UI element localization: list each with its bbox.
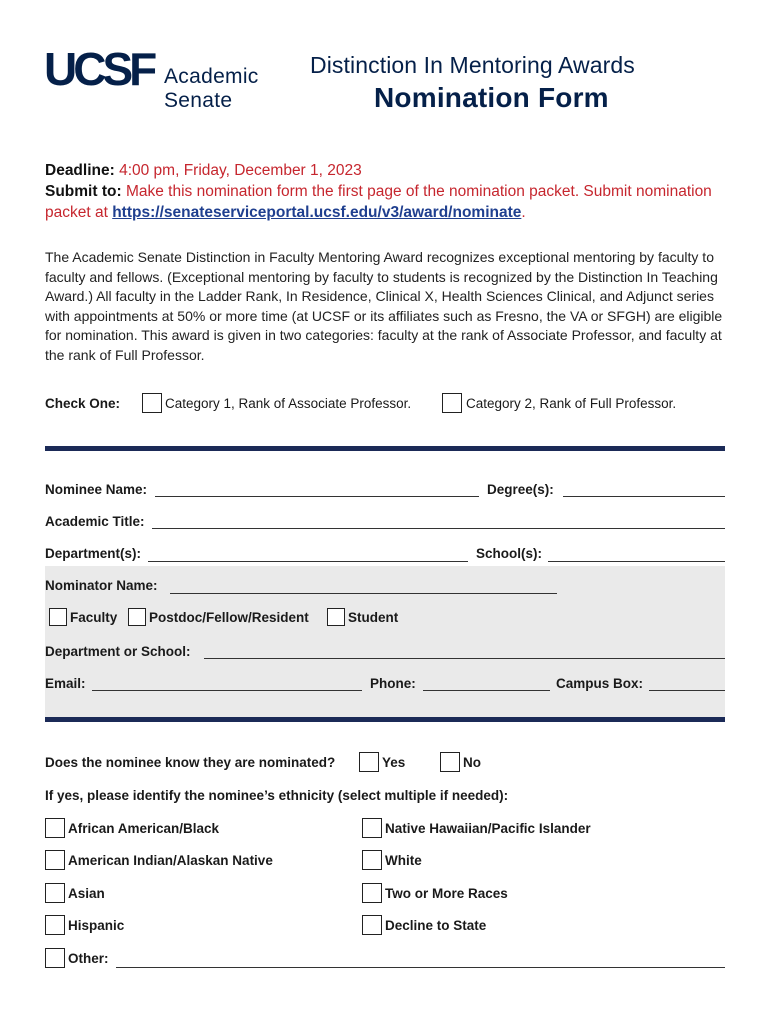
submit-period: . <box>521 204 526 221</box>
check-one-label: Check One: <box>45 396 121 411</box>
student-label: Student <box>348 609 399 625</box>
ethnicity-option[interactable] <box>45 883 105 903</box>
ethnicity-option[interactable] <box>45 818 219 838</box>
submit-link[interactable]: https://senateserviceportal.ucsf.edu/v3/award/nominate <box>112 204 522 221</box>
ethnicity-option[interactable] <box>362 915 486 935</box>
postdoc-checkbox[interactable] <box>128 608 146 626</box>
ethnicity-label: Asian <box>68 885 105 901</box>
degrees-field[interactable] <box>563 496 725 497</box>
yes-label: Yes <box>382 754 406 770</box>
role-postdoc-option[interactable] <box>128 608 309 626</box>
knows-no-option[interactable] <box>440 752 481 772</box>
role-faculty-option[interactable] <box>49 608 117 626</box>
faculty-label: Faculty <box>70 609 118 625</box>
ethnicity-label: Native Hawaiian/Pacific Islander <box>385 820 591 836</box>
intro-paragraph: The Academic Senate Distinction in Faculty Mentoring Award recognizes exceptional mentoring by faculty to faculty and fellows. (Exceptional mentoring by faculty to students is recognized by the Distinction In Teaching Award.) All faculty in the Ladder Rank, In Residence, Clinical X, Health Sciences Clinical, and Adjunct series with appointments at 50% or more time (at UCSF or its affiliates such as Fresno, the VA or SFGH) are eligible for nomination. This award is given in two categories: faculty at the rank of Associate Professor, and faculty at the rank of Full Professor. <box>45 249 723 363</box>
ethnicity-option[interactable] <box>45 915 124 935</box>
ethnicity-label: African American/Black <box>68 820 220 836</box>
email-label: Email: <box>45 676 86 691</box>
ethnicity-option[interactable] <box>362 883 508 903</box>
academic-title-label: Academic Title: <box>45 514 145 529</box>
category1-checkbox[interactable] <box>142 393 162 413</box>
ethnicity-option[interactable] <box>362 818 591 838</box>
ethnicity-label: Two or More Races <box>385 885 508 901</box>
schools-label: School(s): <box>476 546 542 561</box>
form-title-line1: Distinction In Mentoring Awards <box>310 52 635 78</box>
knows-yes-option[interactable] <box>359 752 405 772</box>
ethnicity-label: Hispanic <box>68 917 125 933</box>
form-title-line2: Nomination Form <box>374 82 609 113</box>
nominee-name-field[interactable] <box>155 496 479 497</box>
phone-field[interactable] <box>423 690 550 691</box>
deadline-label: Deadline: <box>45 162 115 179</box>
other-checkbox[interactable] <box>45 948 65 968</box>
email-field[interactable] <box>92 690 362 691</box>
phone-label: Phone: <box>370 676 416 691</box>
ethnicity-checkbox[interactable] <box>362 850 382 870</box>
ethnicity-checkbox[interactable] <box>45 818 65 838</box>
divider-band-bottom <box>45 717 725 722</box>
ethnicity-checkbox[interactable] <box>362 915 382 935</box>
knows-question: Does the nominee know they are nominated? <box>45 755 336 770</box>
departments-label: Department(s): <box>45 546 142 561</box>
nominee-name-label: Nominee Name: <box>45 482 148 497</box>
category2-checkbox[interactable] <box>442 393 462 413</box>
ethnicity-checkbox[interactable] <box>362 883 382 903</box>
logo-academic: Academic <box>164 65 259 88</box>
deadline-value: 4:00 pm, Friday, December 1, 2023 <box>119 162 362 179</box>
ethnicity-checkbox[interactable] <box>45 915 65 935</box>
schools-field[interactable] <box>548 561 725 562</box>
deadline-submit-block <box>45 160 735 223</box>
no-label: No <box>463 754 481 770</box>
divider-band-top <box>45 446 725 451</box>
no-checkbox[interactable] <box>440 752 460 772</box>
ethnicity-label: White <box>385 852 422 868</box>
departments-field[interactable] <box>148 561 468 562</box>
logo-wordmark-text: UCSF <box>44 43 154 95</box>
ethnicity-label: Decline to State <box>385 917 487 933</box>
student-checkbox[interactable] <box>327 608 345 626</box>
ethnicity-option[interactable] <box>362 850 422 870</box>
ethnicity-prompt: If yes, please identify the nominee’s ethnicity (select multiple if needed): <box>45 788 509 803</box>
faculty-checkbox[interactable] <box>49 608 67 626</box>
ucsf-logo-wordmark <box>44 43 154 95</box>
nominator-name-field[interactable] <box>170 593 557 594</box>
role-student-option[interactable] <box>327 608 398 626</box>
other-field[interactable] <box>116 967 725 968</box>
postdoc-label: Postdoc/Fellow/Resident <box>149 609 309 625</box>
logo-senate: Senate <box>164 89 233 112</box>
other-label: Other: <box>68 950 109 966</box>
ethnicity-label: American Indian/Alaskan Native <box>68 852 273 868</box>
ethnicity-other-option[interactable] <box>45 948 109 968</box>
nominator-name-label: Nominator Name: <box>45 578 158 593</box>
category2-label: Category 2, Rank of Full Professor. <box>466 396 677 411</box>
campus-box-field[interactable] <box>649 690 725 691</box>
ethnicity-checkbox[interactable] <box>45 883 65 903</box>
campus-box-label: Campus Box: <box>556 676 644 691</box>
category1-label: Category 1, Rank of Associate Professor. <box>165 396 412 411</box>
dept-or-school-field[interactable] <box>204 658 725 659</box>
submit-text: Make this nomination form the first page of the nomination packet. Submit nomination packet at <box>45 183 712 221</box>
ethnicity-checkbox[interactable] <box>45 850 65 870</box>
degrees-label: Degree(s): <box>487 482 554 497</box>
ethnicity-checkbox[interactable] <box>362 818 382 838</box>
submit-label: Submit to: <box>45 183 122 200</box>
ethnicity-option[interactable] <box>45 850 273 870</box>
yes-checkbox[interactable] <box>359 752 379 772</box>
academic-title-field[interactable] <box>152 528 725 529</box>
dept-or-school-label: Department or School: <box>45 644 191 659</box>
